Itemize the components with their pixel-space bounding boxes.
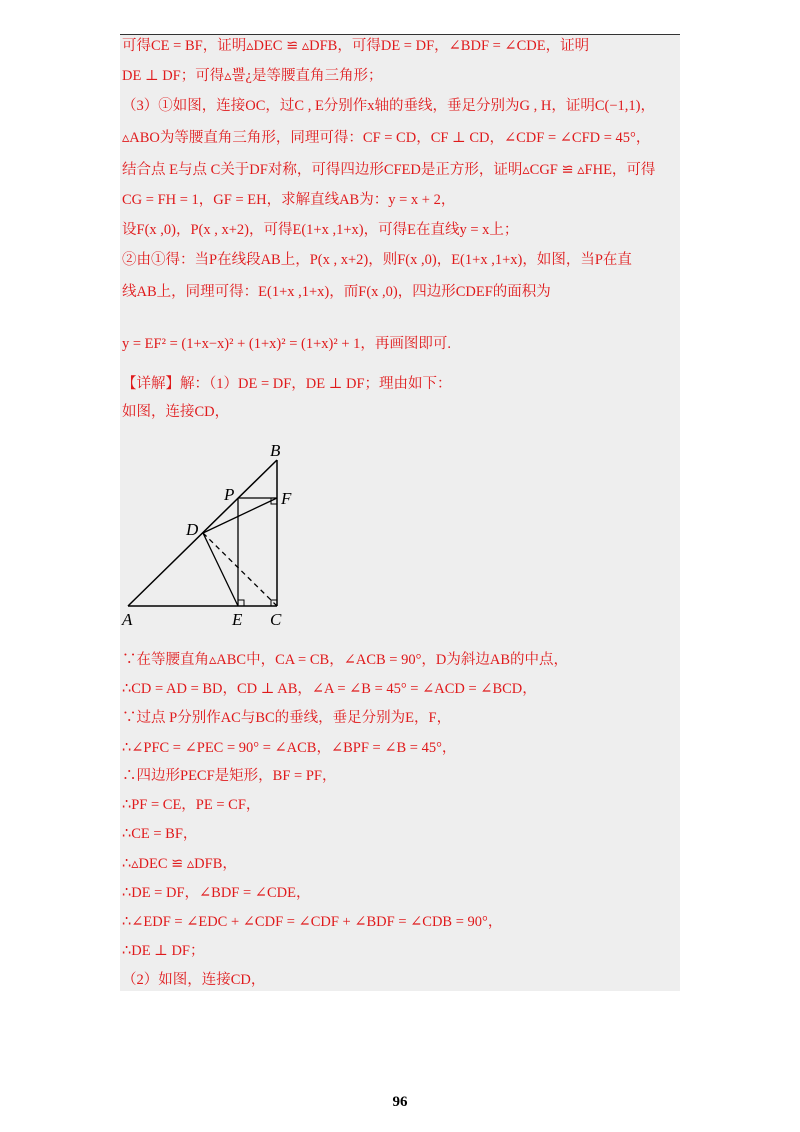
solution-line-7: 设F(x ,0)，P(x , x+2)，可得E(1+x ,1+x)，可得E在直线y = x上； bbox=[122, 222, 519, 238]
page-number: 96 bbox=[392, 1094, 408, 1110]
proof-line-2: ∴CD = AD = BD，CD ⊥ AB，∠A = ∠B = 45° = ∠ACD = ∠BCD， bbox=[122, 681, 537, 697]
proof-line-11: ∴DE ⊥ DF； bbox=[122, 943, 205, 959]
solution-line-3: （3）①如图，连接OC，过C , E分别作x轴的垂线，垂足分别为G , H，证明C(−1,1)， bbox=[122, 98, 655, 114]
proof-line-12: （2）如图，连接CD， bbox=[122, 972, 266, 988]
label-b: B bbox=[270, 441, 281, 460]
label-c: C bbox=[270, 610, 282, 629]
proof-line-10: ∴∠EDF = ∠EDC + ∠CDF = ∠CDF + ∠BDF = ∠CDB = 90°， bbox=[122, 914, 503, 930]
proof-line-7: ∴CE = BF， bbox=[122, 826, 198, 842]
proof-line-8: ∴▵DEC ≌ ▵DFB， bbox=[122, 856, 237, 872]
area-formula-line: y = EF² = (1+x−x)² + (1+x)² = (1+x)² + 1，再画图即可. bbox=[122, 336, 452, 352]
proof-line-5: ∴四边形PECF是矩形，BF = PF， bbox=[122, 768, 337, 784]
geometry-figure bbox=[120, 438, 320, 630]
label-p: P bbox=[224, 485, 235, 504]
solution-line-1: 可得CE = BF，证明▵DEC ≌ ▵DFB，可得DE = DF，∠BDF = ∠CDE，证明 bbox=[122, 38, 590, 54]
label-a: A bbox=[122, 610, 133, 629]
solution-line-8: ②由①得：当P在线段AB上，P(x , x+2)，则F(x ,0)，E(1+x ,1+x)，如图，当P在直 bbox=[122, 252, 632, 268]
label-d: D bbox=[186, 520, 199, 539]
proof-line-9: ∴DE = DF，∠BDF = ∠CDE， bbox=[122, 885, 311, 901]
label-f: F bbox=[281, 489, 292, 508]
proof-line-1: ∵在等腰直角▵ABC中，CA = CB，∠ACB = 90°，D为斜边AB的中点， bbox=[122, 652, 569, 668]
label-e: E bbox=[232, 610, 243, 629]
proof-line-6: ∴PF = CE，PE = CF， bbox=[122, 797, 261, 813]
solution-line-2: DE ⊥ DF；可得▵뿔¿是等腰直角三角形； bbox=[122, 68, 383, 84]
proof-line-3: ∵过点 P分别作AC与BC的垂线，垂足分别为E，F， bbox=[122, 710, 452, 726]
solution-line-connect-cd: 如图，连接CD， bbox=[122, 404, 230, 420]
solution-line-4: ▵ABO为等腰直角三角形，同理可得：CF = CD，CF ⊥ CD，∠CDF = ∠CFD = 45°， bbox=[122, 130, 651, 146]
proof-line-4: ∴∠PFC = ∠PEC = 90° = ∠ACB，∠BPF = ∠B = 45°， bbox=[122, 740, 457, 756]
solution-line-6: CG = FH = 1，GF = EH，求解直线AB为：y = x + 2， bbox=[122, 192, 456, 208]
solution-line-5: 结合点 E与点 C关于DF对称，可得四边形CFED是正方形，证明▵CGF ≌ ▵FHE，可得 bbox=[122, 162, 656, 178]
detailed-solution-heading: 【详解】解：（1）DE = DF，DE ⊥ DF；理由如下： bbox=[122, 376, 452, 392]
solution-line-9: 线AB上，同理可得：E(1+x ,1+x)，而F(x ,0)，四边形CDEF的面积为 bbox=[122, 284, 551, 300]
